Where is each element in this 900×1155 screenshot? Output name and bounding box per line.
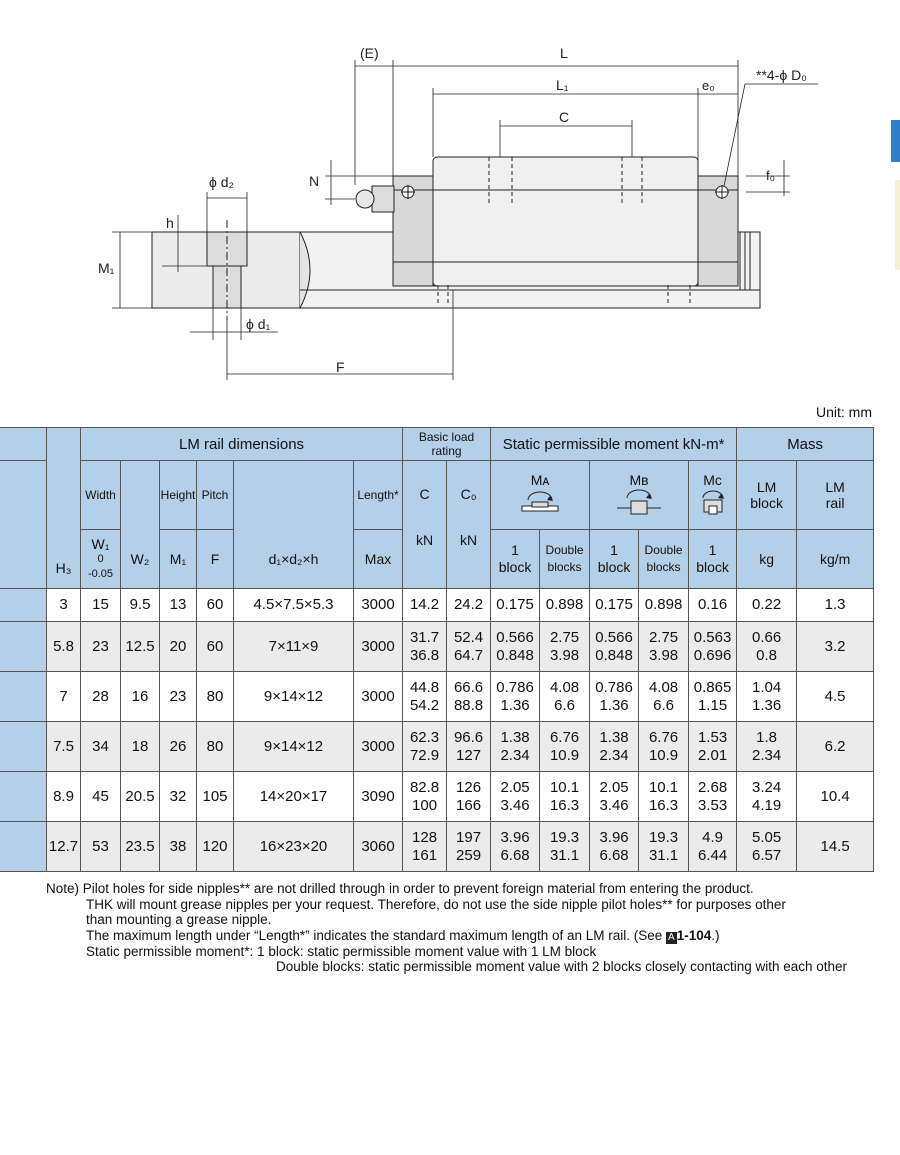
row-blank bbox=[0, 672, 47, 722]
cell-w1: 15 bbox=[81, 589, 121, 622]
row-blank bbox=[0, 589, 47, 622]
note-line-3: than mounting a grease nipple. bbox=[86, 912, 272, 927]
cell-rail: 14.5 bbox=[797, 822, 874, 872]
cell-mb2: 19.3 31.1 bbox=[639, 822, 689, 872]
label-c: C bbox=[559, 109, 570, 125]
header-h3-top bbox=[47, 428, 81, 461]
label-f0: f₀ bbox=[766, 168, 776, 183]
cell-dims: 9×14×12 bbox=[234, 722, 354, 772]
label-n: N bbox=[309, 173, 320, 189]
header-mc-1block: 1 block bbox=[689, 530, 737, 589]
cell-ma1: 0.786 1.36 bbox=[491, 672, 540, 722]
cell-ma2: 0.898 bbox=[540, 589, 590, 622]
cell-c0: 197 259 bbox=[447, 822, 491, 872]
cell-m1: 38 bbox=[160, 822, 197, 872]
mc-label: Mᴄ bbox=[703, 471, 722, 488]
label-f: F bbox=[336, 359, 345, 375]
header-w1: W₁ bbox=[91, 535, 110, 552]
cell-rail: 3.2 bbox=[797, 622, 874, 672]
cell-w2: 12.5 bbox=[121, 622, 160, 672]
cell-f: 80 bbox=[197, 722, 234, 772]
cell-w2: 9.5 bbox=[121, 589, 160, 622]
cell-mb2: 0.898 bbox=[639, 589, 689, 622]
header-m1: M₁ bbox=[160, 530, 197, 589]
label-d1: ϕ d₁ bbox=[246, 316, 271, 332]
table-row bbox=[0, 622, 874, 672]
cell-ma2: 2.75 3.98 bbox=[540, 622, 590, 672]
header-mb-1block: 1 block bbox=[590, 530, 639, 589]
cell-mb1: 0.786 1.36 bbox=[590, 672, 639, 722]
cell-mb1: 3.96 6.68 bbox=[590, 822, 639, 872]
cell-mc: 1.53 2.01 bbox=[689, 722, 737, 772]
header-kgm: kg/m bbox=[797, 530, 874, 589]
notes bbox=[46, 881, 886, 975]
label-l: L bbox=[560, 45, 568, 61]
cell-blk: 1.8 2.34 bbox=[737, 722, 797, 772]
header-row-groups bbox=[0, 428, 874, 461]
cell-mc: 0.16 bbox=[689, 589, 737, 622]
w1-tol-lower: -0.05 bbox=[87, 567, 114, 580]
cell-blk: 5.05 6.57 bbox=[737, 822, 797, 872]
header-h3: H₃ bbox=[47, 461, 81, 589]
header-ma-double: Double blocks bbox=[540, 530, 590, 589]
header-row-units bbox=[0, 530, 874, 589]
cell-w2: 16 bbox=[121, 672, 160, 722]
note-line-4 bbox=[46, 928, 886, 944]
header-basic-load: Basic load rating bbox=[403, 428, 491, 461]
header-f: F bbox=[197, 530, 234, 589]
row-blank bbox=[0, 622, 47, 672]
table-row bbox=[0, 772, 874, 822]
header-rail-dimensions: LM rail dimensions bbox=[81, 428, 403, 461]
note-line-4-text: The maximum length under “Length*” indicates the standard maximum length of an LM rail. (See bbox=[86, 927, 667, 943]
header-mc bbox=[689, 461, 737, 530]
cell-max: 3000 bbox=[354, 622, 403, 672]
cell-mb2: 10.1 16.3 bbox=[639, 772, 689, 822]
ma-moment-icon bbox=[510, 488, 570, 516]
cell-mb2: 4.08 6.6 bbox=[639, 672, 689, 722]
cell-ma2: 19.3 31.1 bbox=[540, 822, 590, 872]
header-width: Width bbox=[81, 461, 121, 530]
cell-mb1: 0.566 0.848 bbox=[590, 622, 639, 672]
cell-mc: 4.9 6.44 bbox=[689, 822, 737, 872]
cell-ma1: 0.566 0.848 bbox=[491, 622, 540, 672]
note-line-6: Double blocks: static permissible moment value with 2 blocks closely contacting with each other bbox=[276, 959, 848, 974]
cell-h3: 7.5 bbox=[47, 722, 81, 772]
cell-dims: 16×23×20 bbox=[234, 822, 354, 872]
mb-moment-icon bbox=[609, 488, 669, 516]
mc-moment-icon bbox=[698, 488, 728, 516]
cell-blk: 0.22 bbox=[737, 589, 797, 622]
cell-dims: 14×20×17 bbox=[234, 772, 354, 822]
cell-m1: 20 bbox=[160, 622, 197, 672]
rail-end-view bbox=[152, 220, 300, 320]
label-m1: M₁ bbox=[98, 260, 115, 276]
cell-ma1: 2.05 3.46 bbox=[491, 772, 540, 822]
cell-w1: 53 bbox=[81, 822, 121, 872]
header-mb-double: Double blocks bbox=[639, 530, 689, 589]
cell-max: 3000 bbox=[354, 589, 403, 622]
cell-h3: 5.8 bbox=[47, 622, 81, 672]
note-line-2: THK will mount grease nipples per your request. Therefore, do not use the side nipple pilot holes** for purposes other bbox=[86, 896, 786, 912]
cell-mb1: 1.38 2.34 bbox=[590, 722, 639, 772]
w1-tol-upper: 0 bbox=[97, 552, 104, 565]
table-row bbox=[0, 722, 874, 772]
cell-max: 3090 bbox=[354, 772, 403, 822]
header-ma bbox=[491, 461, 590, 530]
cell-max: 3000 bbox=[354, 672, 403, 722]
table-body bbox=[0, 589, 874, 872]
row-blank bbox=[0, 772, 47, 822]
lm-block bbox=[356, 157, 738, 305]
header-c0: C₀ bbox=[460, 485, 477, 502]
cell-w1: 34 bbox=[81, 722, 121, 772]
header-moment: Static permissible moment kN-m* bbox=[491, 428, 737, 461]
cell-w2: 23.5 bbox=[121, 822, 160, 872]
cell-mb2: 6.76 10.9 bbox=[639, 722, 689, 772]
cell-c: 31.7 36.8 bbox=[403, 622, 447, 672]
header-mass: Mass bbox=[737, 428, 874, 461]
header-height: Height bbox=[160, 461, 197, 530]
cell-blk: 3.24 4.19 bbox=[737, 772, 797, 822]
cell-dims: 4.5×7.5×5.3 bbox=[234, 589, 354, 622]
header-c: C bbox=[419, 485, 430, 502]
cell-ma1: 3.96 6.68 bbox=[491, 822, 540, 872]
cell-w1: 23 bbox=[81, 622, 121, 672]
cell-h3: 8.9 bbox=[47, 772, 81, 822]
table-row bbox=[0, 589, 874, 622]
cell-ma2: 4.08 6.6 bbox=[540, 672, 590, 722]
header-max: Max bbox=[354, 530, 403, 589]
cell-mc: 0.563 0.696 bbox=[689, 622, 737, 672]
cell-f: 105 bbox=[197, 772, 234, 822]
note-line-5: Static permissible moment*: 1 block: static permissible moment value with 1 LM block bbox=[86, 943, 597, 959]
cell-mb2: 2.75 3.98 bbox=[639, 622, 689, 672]
table-row bbox=[0, 822, 874, 872]
note-line-4-end: .) bbox=[711, 927, 720, 943]
header-lm-rail: LM rail bbox=[797, 461, 874, 530]
section-tab bbox=[891, 120, 900, 162]
note-line-1: Note) Pilot holes for side nipples** are not drilled through in order to prevent foreign material from entering the product. bbox=[46, 881, 754, 896]
header-ma-1block: 1 block bbox=[491, 530, 540, 589]
cell-c0: 52.4 64.7 bbox=[447, 622, 491, 672]
cell-c0: 126 166 bbox=[447, 772, 491, 822]
cell-rail: 10.4 bbox=[797, 772, 874, 822]
cell-c: 128 161 bbox=[403, 822, 447, 872]
label-e0: e₀ bbox=[702, 78, 715, 93]
cell-c0: 24.2 bbox=[447, 589, 491, 622]
cell-max: 3060 bbox=[354, 822, 403, 872]
cell-w2: 20.5 bbox=[121, 772, 160, 822]
cell-c: 62.3 72.9 bbox=[403, 722, 447, 772]
label-l1: L₁ bbox=[556, 77, 569, 93]
cell-dims: 9×14×12 bbox=[234, 672, 354, 722]
cell-m1: 26 bbox=[160, 722, 197, 772]
row-blank bbox=[0, 822, 47, 872]
header-length: Length* bbox=[354, 461, 403, 530]
cell-f: 120 bbox=[197, 822, 234, 872]
cell-max: 3000 bbox=[354, 722, 403, 772]
label-e: (E) bbox=[360, 45, 379, 61]
cell-f: 60 bbox=[197, 622, 234, 672]
header-mb bbox=[590, 461, 689, 530]
cell-c: 44.8 54.2 bbox=[403, 672, 447, 722]
cell-rail: 6.2 bbox=[797, 722, 874, 772]
header-w2: W₂ bbox=[121, 530, 160, 589]
cell-ma1: 0.175 bbox=[491, 589, 540, 622]
header-blank-2 bbox=[0, 461, 47, 589]
cell-w1: 45 bbox=[81, 772, 121, 822]
cell-mb1: 2.05 3.46 bbox=[590, 772, 639, 822]
spec-table bbox=[0, 427, 874, 872]
cell-c0: 96.6 127 bbox=[447, 722, 491, 772]
cell-rail: 1.3 bbox=[797, 589, 874, 622]
cell-m1: 32 bbox=[160, 772, 197, 822]
lm-guide-drawing bbox=[0, 0, 900, 400]
cell-c: 82.8 100 bbox=[403, 772, 447, 822]
cell-ma2: 6.76 10.9 bbox=[540, 722, 590, 772]
cell-ma2: 10.1 16.3 bbox=[540, 772, 590, 822]
label-h: h bbox=[166, 215, 174, 231]
cell-mc: 0.865 1.15 bbox=[689, 672, 737, 722]
table-row bbox=[0, 672, 874, 722]
header-kn1: kN bbox=[415, 531, 434, 548]
row-blank bbox=[0, 722, 47, 772]
cell-ma1: 1.38 2.34 bbox=[491, 722, 540, 772]
header-dims: d₁×d₂×h bbox=[234, 530, 354, 589]
header-c-col bbox=[403, 485, 447, 589]
header-pitch: Pitch bbox=[197, 461, 234, 530]
cell-h3: 3 bbox=[47, 589, 81, 622]
label-d2: ϕ d₂ bbox=[209, 174, 234, 190]
cell-c0: 66.6 88.8 bbox=[447, 672, 491, 722]
header-kg: kg bbox=[737, 530, 797, 589]
cell-h3: 12.7 bbox=[47, 822, 81, 872]
page-reference: 1-104 bbox=[676, 927, 712, 943]
unit-label: Unit: mm bbox=[816, 404, 872, 420]
label-holes: **4-ϕ D₀ bbox=[756, 67, 807, 83]
cell-c: 14.2 bbox=[403, 589, 447, 622]
cell-blk: 1.04 1.36 bbox=[737, 672, 797, 722]
header-lm-block: LM block bbox=[737, 461, 797, 530]
header-c0-col bbox=[447, 485, 491, 589]
edge-mark bbox=[895, 180, 900, 270]
cell-w2: 18 bbox=[121, 722, 160, 772]
cell-blk: 0.66 0.8 bbox=[737, 622, 797, 672]
mb-label: Mʙ bbox=[629, 471, 649, 488]
ma-label: Mᴀ bbox=[530, 471, 550, 488]
header-kn2: kN bbox=[459, 531, 478, 548]
header-blank bbox=[0, 428, 47, 461]
cell-mb1: 0.175 bbox=[590, 589, 639, 622]
cell-rail: 4.5 bbox=[797, 672, 874, 722]
section-badge: A bbox=[668, 931, 675, 943]
cell-m1: 23 bbox=[160, 672, 197, 722]
cell-m1: 13 bbox=[160, 589, 197, 622]
cell-dims: 7×11×9 bbox=[234, 622, 354, 672]
cell-f: 80 bbox=[197, 672, 234, 722]
cell-w1: 28 bbox=[81, 672, 121, 722]
cell-mc: 2.68 3.53 bbox=[689, 772, 737, 822]
cell-h3: 7 bbox=[47, 672, 81, 722]
cell-f: 60 bbox=[197, 589, 234, 622]
